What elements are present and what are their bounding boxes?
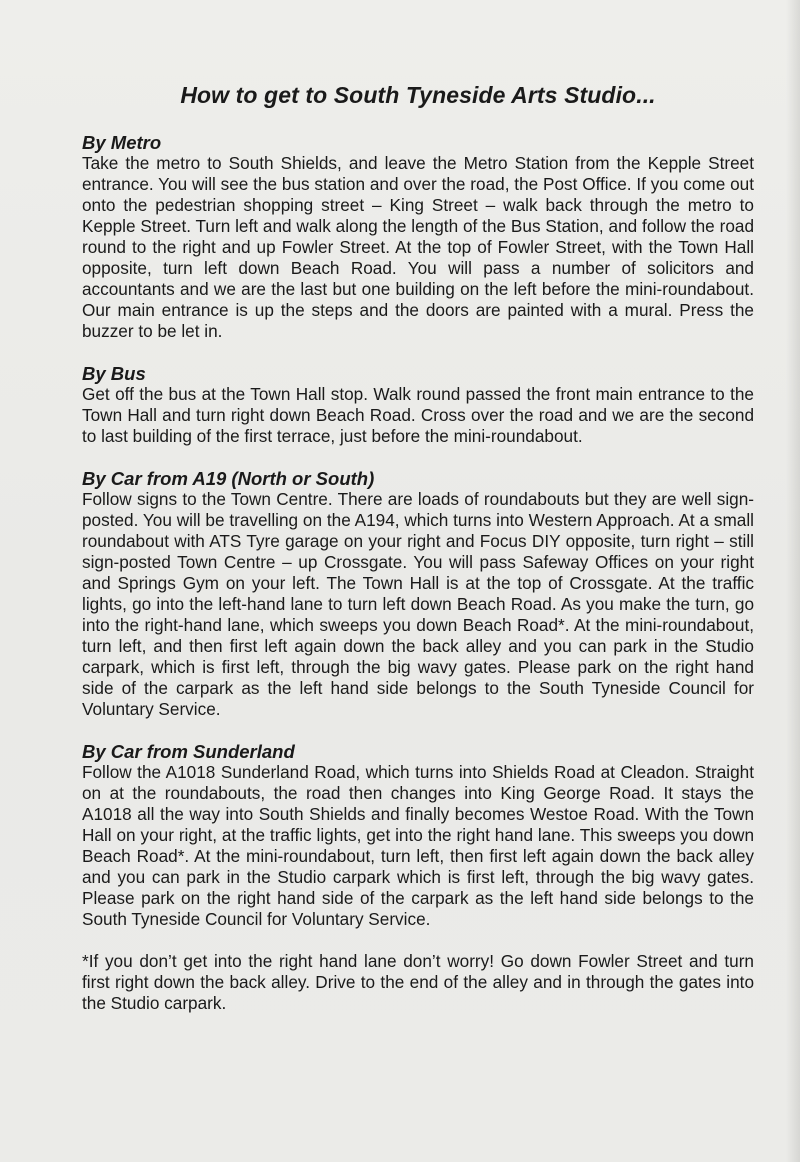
section-heading-bus: By Bus — [82, 363, 146, 384]
section-text-metro: Take the metro to South Shields, and leave the Metro Station from the Kepple Street entrance. You will see the bus station and over the road, the Post Office. If you come out onto the pedestrian shopping street – King Street – walk back through the metro to Kepple Street. Turn left and walk along the length of the Bus Station, and follow the road round to the right and up Fowler Street. At the top of Fowler Street, with the Town Hall opposite, turn left down Beach Road. You will pass a number of solicitors and accountants and we are the last but one building on the left before the mini-roundabout. Our main entrance is up the steps and the doors are painted with a mural. Press the buzzer to be let in. — [82, 153, 754, 341]
section-heading-metro: By Metro — [82, 132, 162, 153]
section-by-car-sunderland — [82, 741, 754, 930]
section-heading-car-sunderland: By Car from Sunderland — [82, 741, 295, 762]
section-text-car-sunderland: Follow the A1018 Sunderland Road, which turns into Shields Road at Cleadon. Straight on at the roundabouts, the road then changes into King George Road. It stays the A1018 all the way into South Shields and finally becomes Westoe Road. With the Town Hall on your right, at the traffic lights, get into the right hand lane. This sweeps you down Beach Road*. At the mini-roundabout, turn left, then first left again down the back alley and you can park in the Studio carpark which is first left, through the big wavy gates. Please park on the right hand side of the carpark as the left hand side belongs to the South Tyneside Council for Voluntary Service. — [82, 762, 754, 929]
section-by-metro — [82, 132, 754, 342]
section-by-bus — [82, 363, 754, 447]
document-body — [82, 132, 754, 1035]
footnote-text: *If you don’t get into the right hand lane don’t worry! Go down Fowler Street and turn first right down the back alley. Drive to the end of the alley and in through the gates into the Studio carpark. — [82, 951, 754, 1013]
section-by-car-a19 — [82, 468, 754, 720]
section-text-bus: Get off the bus at the Town Hall stop. Walk round passed the front main entrance to the Town Hall and turn right down Beach Road. Cross over the road and we are the second to last building of the first terrace, just before the mini-roundabout. — [82, 384, 754, 446]
section-text-car-a19: Follow signs to the Town Centre. There are loads of roundabouts but they are well sign-posted. You will be travelling on the A194, which turns into Western Approach. At a small roundabout with ATS Tyre garage on your right and Focus DIY opposite, turn right – still sign-posted Town Centre – up Crossgate. You will pass Safeway Offices on your right and Springs Gym on your left. The Town Hall is at the top of Crossgate. At the traffic lights, go into the left-hand lane to turn left down Beach Road. As you make the turn, go into the right-hand lane, which sweeps you down Beach Road*. At the mini-roundabout, turn left, and then first left again down the back alley and you can park in the Studio carpark, which is first left, through the big wavy gates. Please park on the right hand side of the carpark as the left hand side belongs to the South Tyneside Council for Voluntary Service. — [82, 489, 754, 719]
page-title: How to get to South Tyneside Arts Studio... — [180, 82, 656, 108]
section-heading-car-a19: By Car from A19 (North or South) — [82, 468, 375, 489]
footnote — [82, 951, 754, 1014]
